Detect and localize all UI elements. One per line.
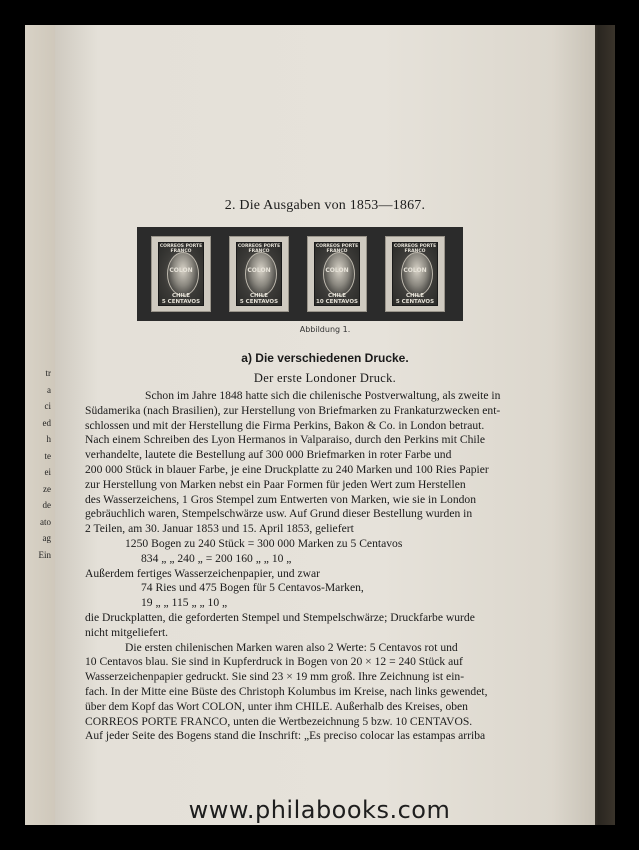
body-line: 74 Ries und 475 Bogen für 5 Centavos-Marken, [141, 581, 364, 595]
stamp-image [385, 236, 445, 312]
figure-caption: Abbildung 1. [299, 325, 351, 334]
body-line: 1250 Bogen zu 240 Stück = 300 000 Marken zu 5 Centavos [125, 536, 403, 550]
body-text [85, 389, 565, 744]
body-line: 10 Centavos blau. Sie sind in Kupferdruck in Bogen von 20 × 12 = 240 Stück auf [85, 655, 463, 669]
body-line: 19 „ „ 115 „ „ 10 „ [141, 596, 228, 610]
body-line: CORREOS PORTE FRANCO, unten die Wertbezeichnung 5 bzw. 10 CENTAVOS. [85, 714, 473, 728]
stamp-inscription: 5 CENTAVOS [161, 299, 201, 305]
subsection-heading: a) Die verschiedenen Drucke. [241, 351, 409, 365]
margin-fragment: de [42, 500, 51, 510]
stamp-inscription: 5 CENTAVOS [239, 299, 279, 305]
stamp-inscription: CHILE [172, 293, 190, 299]
body-line: 2 Teilen, am 30. Januar 1853 und 15. April 1853, geliefert [85, 522, 354, 536]
columbus-bust-icon [401, 252, 433, 296]
body-line: gebräuchlich waren, Stempelschwärze usw. Auf Grund dieser Bestellung wurden in [85, 507, 473, 521]
book-photo [25, 25, 615, 825]
watermark-url: www.philabooks.com [188, 796, 451, 824]
margin-fragment: ag [42, 533, 51, 543]
margin-fragment: ed [42, 417, 51, 428]
body-line: Außerdem fertiges Wasserzeichenpapier, und zwar [85, 566, 320, 580]
margin-fragment: ze [43, 483, 51, 494]
stamp-inscription: 10 CENTAVOS [316, 299, 358, 305]
columbus-bust-icon [167, 252, 199, 296]
margin-fragment: te [44, 450, 51, 461]
body-line: nicht mitgeliefert. [85, 625, 169, 639]
stamp-inscription: CHILE [328, 293, 346, 299]
body-line: 834 „ „ 240 „ = 200 160 „ „ 10 „ [141, 551, 292, 565]
body-line: verhandelte, lautete die Bestellung auf 300 000 Briefmarken in roter Farbe und [85, 448, 452, 462]
stamp-inscription: COLON [247, 267, 271, 274]
subsubsection-heading: Der erste Londoner Druck. [253, 371, 397, 385]
margin-fragment: tr [45, 368, 51, 378]
columbus-bust-icon [245, 252, 277, 296]
stamp-inscription: CORREOS PORTE FRANCO [159, 244, 203, 254]
body-line: Wasserzeichenpapier gedruckt. Sie sind 23 × 19 mm groß. Ihre Zeichnung ist ein- [85, 670, 465, 684]
body-line: schlossen und mit der Herstellung die Firma Perkins, Bakon & Co. in London betraut. [85, 418, 485, 432]
stamp-inscription: CORREOS PORTE FRANCO [393, 244, 437, 254]
margin-fragment: a [47, 384, 51, 395]
body-line: über dem Kopf das Wort COLON, unter ihm CHILE. Außerhalb des Kreises, oben [85, 699, 468, 713]
stamp-image [307, 236, 367, 312]
previous-page-edge [25, 25, 55, 825]
stamp-inscription: COLON [169, 267, 193, 274]
margin-fragment: ci [44, 401, 51, 411]
margin-fragment: ato [40, 516, 51, 527]
body-line: Südamerika (nach Brasilien), zur Herstellung von Briefmarken zu Frankaturzwecken ent- [85, 403, 501, 417]
margin-fragment: ei [44, 467, 51, 477]
body-line: Auf jeder Seite des Bogens stand die Inschrift: „Es preciso colocar las estampas arriba [85, 729, 486, 743]
stamp-inscription: CORREOS PORTE FRANCO [237, 244, 281, 254]
body-line: Die ersten chilenischen Marken waren also 2 Werte: 5 Centavos rot und [125, 640, 458, 654]
margin-fragment: h [46, 434, 51, 444]
stamp-inscription: COLON [325, 267, 349, 274]
body-line: 200 000 Stück in blauer Farbe, je eine Druckplatte zu 240 Marken und 100 Ries Papier [85, 462, 489, 476]
section-heading: 2. Die Ausgaben von 1853—1867. [224, 198, 426, 213]
stamp-inscription: CORREOS PORTE FRANCO [315, 244, 359, 254]
margin-fragment: Ein [38, 549, 51, 560]
body-line: des Wasserzeichens, 1 Gros Stempel zum Entwerten von Marken, wie sie in London [85, 492, 477, 506]
columbus-bust-icon [323, 252, 355, 296]
stamp-inscription: 5 CENTAVOS [395, 299, 435, 305]
stamp-inscription: COLON [403, 267, 427, 274]
stamp-inscription: CHILE [250, 293, 268, 299]
body-line: Nach einem Schreiben des Lyon Hermanos in Valparaiso, durch den Perkins mit Chile [85, 433, 486, 447]
previous-page-text-fragments [25, 365, 51, 563]
stamp-image [151, 236, 211, 312]
body-line: Schon im Jahre 1848 hatte sich die chilenische Postverwaltung, als zweite in [145, 389, 501, 402]
body-line: zur Herstellung von Marken nebst ein Paar Formen für jeden Wert zum Herstellen [85, 477, 466, 491]
body-line: die Druckplatten, die geforderten Stempel und Stempelschwärze; Druckfarbe wurde [85, 610, 475, 624]
stamp-image [229, 236, 289, 312]
book-page [55, 25, 595, 825]
body-line: fach. In der Mitte eine Büste des Christoph Kolumbus im Kreise, nach links gewendet, [85, 684, 488, 698]
stamp-inscription: CHILE [406, 293, 424, 299]
stamp-illustration [137, 227, 463, 321]
